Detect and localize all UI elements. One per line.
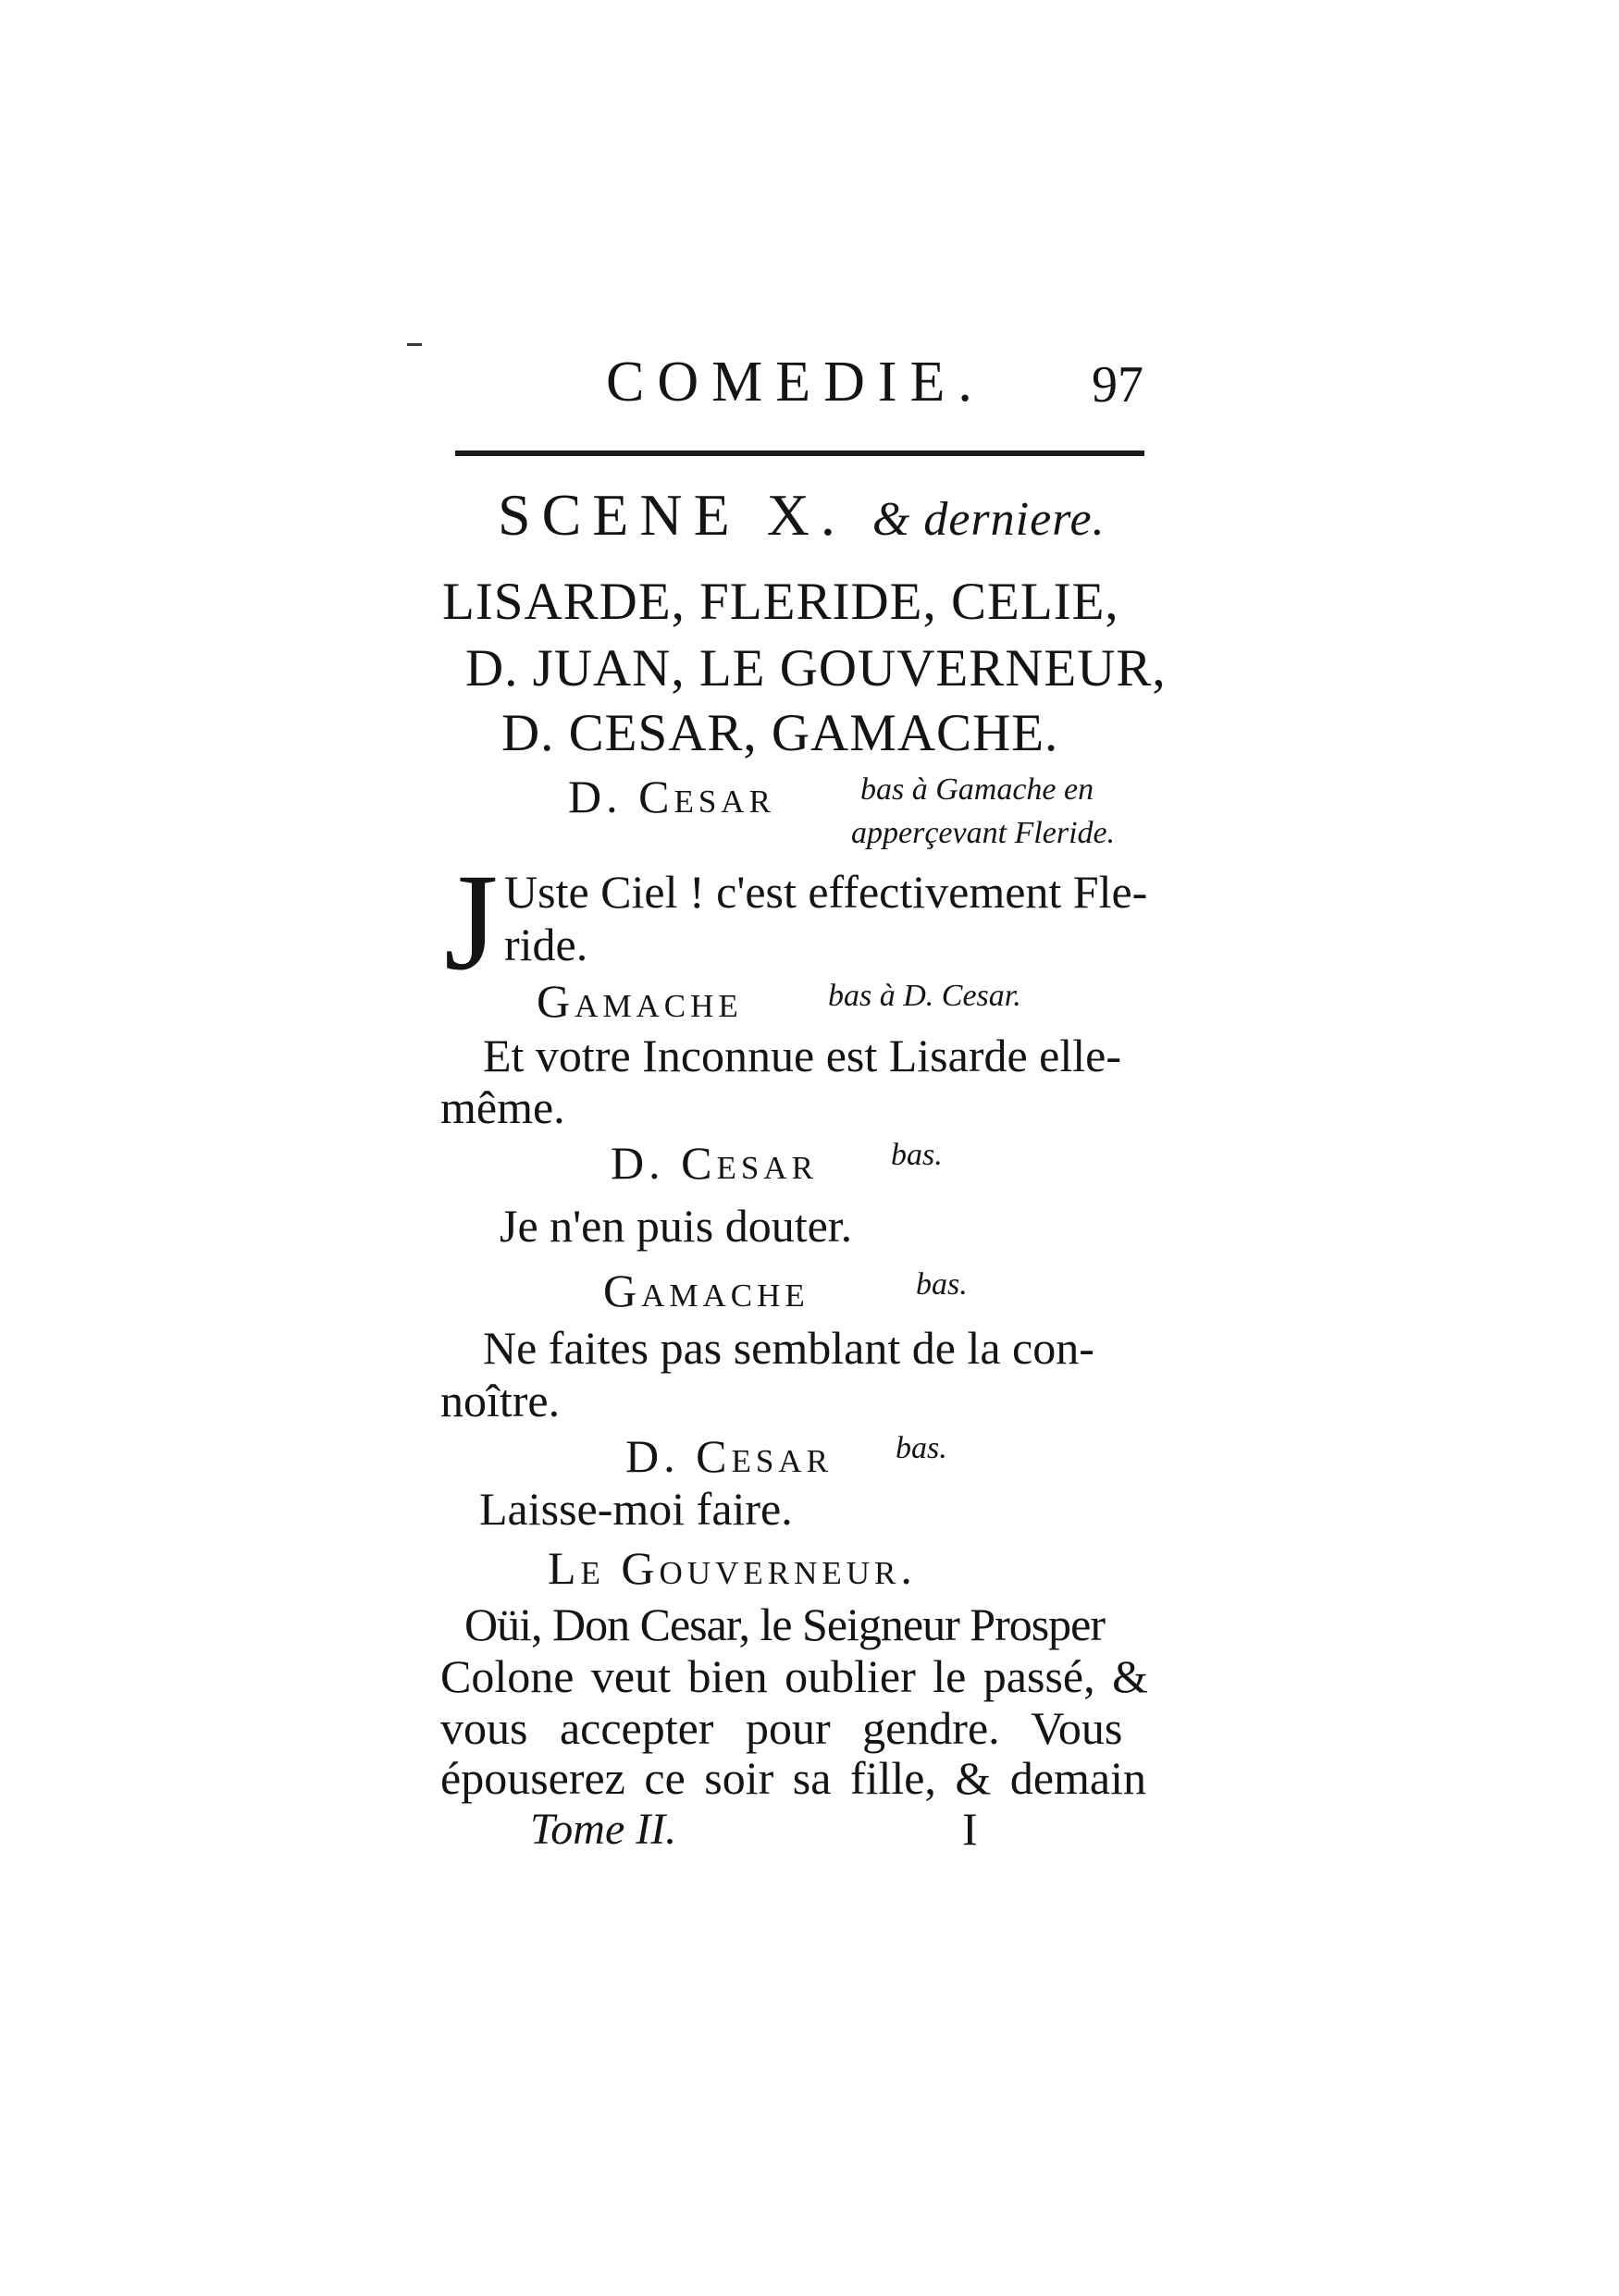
cast-line: D. JUAN, LE GOUVERNEUR, xyxy=(465,639,1167,697)
dialogue-line: Oüi, Don Cesar, le Seigneur Prosper xyxy=(464,1599,1106,1650)
speaker-name: D. Cesar xyxy=(625,1430,833,1482)
cast-line: D. CESAR, GAMACHE. xyxy=(501,704,1059,762)
ink-speck xyxy=(407,343,422,346)
dialogue-line: Colone veut bien oublier le passé, & xyxy=(440,1650,1149,1702)
stage-direction: bas. xyxy=(916,1267,968,1302)
drop-cap: J xyxy=(444,846,499,999)
stage-direction: apperçevant Fleride. xyxy=(851,816,1116,850)
speaker-name: Gamache xyxy=(603,1265,810,1316)
dialogue-line: noître. xyxy=(440,1375,561,1426)
running-head: COMEDIE. xyxy=(606,351,985,414)
dialogue-line: Laisse-moi faire. xyxy=(479,1483,793,1535)
header-rule xyxy=(455,451,1144,456)
stage-direction: bas. xyxy=(896,1431,947,1465)
dialogue-line: vous accepter pour gendre. Vous xyxy=(440,1702,1123,1754)
cast-line: LISARDE, FLERIDE, CELIE, xyxy=(442,573,1119,631)
dialogue-line: épouserez ce soir sa fille, & demain xyxy=(440,1752,1146,1804)
dialogue-line: même. xyxy=(440,1081,565,1133)
scene-title: SCENE X. xyxy=(498,482,847,548)
speaker-name: Gamache xyxy=(537,975,743,1027)
stage-direction: bas à Gamache en xyxy=(860,772,1094,807)
scene-heading xyxy=(498,481,1106,549)
page-number: 97 xyxy=(1092,356,1143,414)
dialogue-line: Et votre Inconnue est Lisarde elle- xyxy=(483,1030,1121,1081)
dialogue-line: Ne faites pas semblant de la con- xyxy=(483,1322,1094,1374)
speaker-name: D. Cesar xyxy=(568,771,775,822)
signature-mark: I xyxy=(962,1803,978,1855)
speaker-name: Le Gouverneur. xyxy=(548,1542,917,1594)
dialogue-line: Uste Ciel ! c'est effectivement Fle- xyxy=(504,866,1148,918)
volume-footer: Tome II. xyxy=(530,1805,677,1854)
dialogue-line: ride. xyxy=(504,919,588,970)
speaker-name: D. Cesar xyxy=(611,1137,818,1189)
stage-direction: bas. xyxy=(891,1138,943,1172)
stage-direction: bas à D. Cesar. xyxy=(828,979,1021,1013)
dialogue-line: Je n'en puis douter. xyxy=(500,1200,853,1252)
scene-subtitle: & derniere. xyxy=(871,493,1106,546)
